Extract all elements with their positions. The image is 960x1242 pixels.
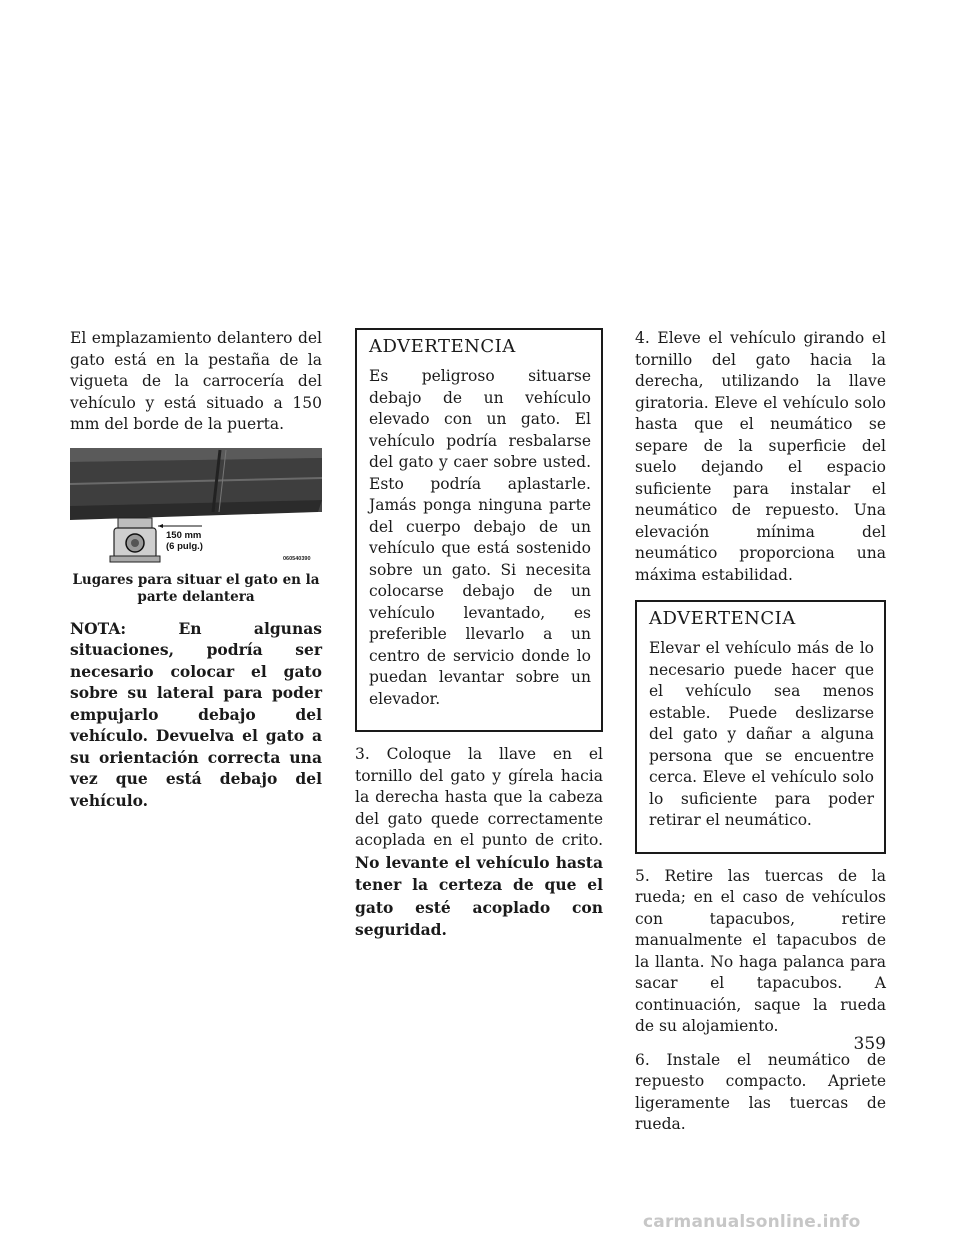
- figure-code: 060540390: [283, 555, 311, 562]
- warning-title-1: ADVERTENCIA: [369, 336, 516, 357]
- step-3-text: 3. Coloque la llave en el tornillo del gato y gírela hacia la derecha hasta que la cabeza del gato quede correctamente acoplada en el punto de crito.: [355, 745, 603, 849]
- warning-text-1: Es peligroso situarse debajo de un vehículo elevado con un gato. El vehículo podría resbalarse del gato y caer sobre usted. Esto podría aplastarle. Jamás ponga ninguna parte del cuerpo debajo de un vehículo que está sostenido sobre un gato. Si necesita colocarse debajo de un vehículo levantado, es preferible llevarlo a un centro de servicio donde lo puedan levantar sobre un elevador.: [369, 367, 591, 708]
- note-paragraph: NOTA: En algunas situaciones, podría ser necesario colocar el gato sobre su lateral para poder empujarlo debajo del vehículo. Devuelva el gato a su orientación correcta una vez que está debajo del vehículo.: [70, 618, 322, 810]
- jack-illustration: [70, 448, 322, 564]
- step-4-paragraph: 4. Eleve el vehículo girando el tornillo del gato hacia la derecha, utilizando la llave giratoria. Eleve el vehículo solo hasta que el neumático se separe de la superficie del suelo dejando el espacio suficiente para instalar el neumático de repuesto. Una elevación mínima del neumático proporciona una máxima estabilidad.: [635, 329, 886, 584]
- column-right: [635, 328, 886, 1148]
- step-3-bold-text: No levante el vehículo hasta tener la certeza de que el gato esté acoplado con seguridad.: [355, 852, 603, 939]
- jack-location-figure: [70, 448, 322, 564]
- warning-box-1: [355, 328, 603, 732]
- warning-title-2: ADVERTENCIA: [649, 608, 796, 629]
- column-middle: [355, 328, 603, 954]
- watermark: carmanualsonline.info: [643, 1212, 861, 1232]
- figure-caption: Lugares para situar el gato en la parte delantera: [72, 571, 320, 605]
- dimension-label-in: (6 pulg.): [166, 540, 203, 552]
- intro-paragraph: El emplazamiento delantero del gato está en la pestaña de la vigueta de la carrocería del vehículo y está situado a 150 mm del borde de la puerta.: [70, 329, 322, 433]
- step-3-paragraph: [355, 744, 603, 942]
- warning-box-2: [635, 600, 886, 854]
- page-number: 359: [853, 1034, 886, 1054]
- dimension-label-mm: 150 mm: [166, 529, 202, 541]
- warning-text-2: Elevar el vehículo más de lo necesario puede hacer que el vehículo sea menos estable. Puede deslizarse del gato y dañar a alguna persona que se encuentre cerca. Eleve el vehículo solo lo suficiente para poder retirar el neumático.: [649, 639, 874, 829]
- column-left: [70, 328, 322, 823]
- step-6-paragraph: 6. Instale el neumático de repuesto compacto. Apriete ligeramente las tuercas de rueda.: [635, 1050, 886, 1133]
- step-5-paragraph: 5. Retire las tuercas de la rueda; en el caso de vehículos con tapacubos, retire manualmente el tapacubos de la llanta. No haga palanca para sacar el tapacubos. A continuación, saque la rueda de su alojamiento.: [635, 866, 886, 1035]
